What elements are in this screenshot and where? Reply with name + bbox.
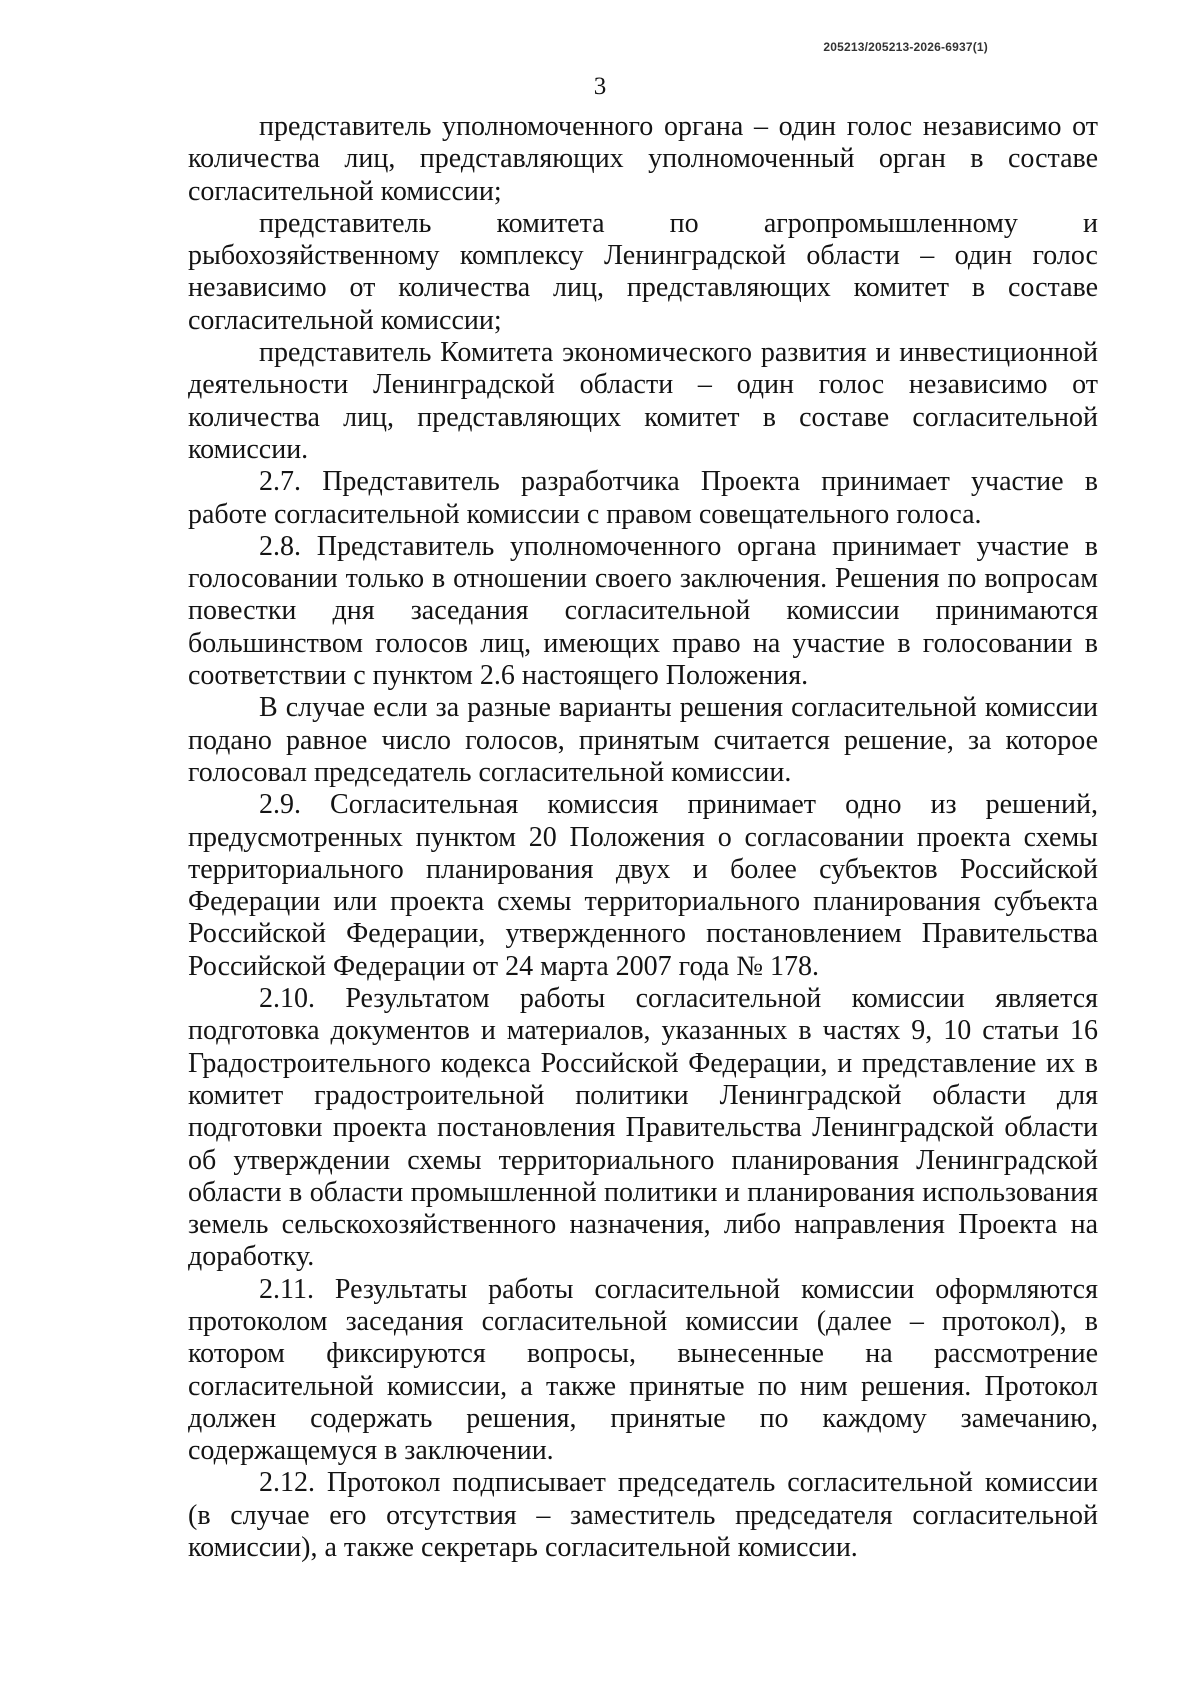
paragraph-2-9: 2.9. Согласительная комиссия принимает одно из решений, предусмотренных пунктом 20 Положения о согласовании проекта схемы территориального планирования двух и более субъектов Российской Федерации или проекта схемы территориального планирования субъекта Российской Федерации, утвержденного постановлением Правительства Российской Федерации от 24 марта 2007 года № 178. xyxy=(188,789,1098,982)
document-body xyxy=(188,111,1098,1564)
paragraph-2-8: 2.8. Представитель уполномоченного органа принимает участие в голосовании только в отношении своего заключения. Решения по вопросам повестки дня заседания согласительной комиссии принимаются большинством голосов лиц, имеющих право на участие в голосовании в соответствии с пунктом 2.6 настоящего Положения. xyxy=(188,530,1098,692)
paragraph-2-11: 2.11. Результаты работы согласительной комиссии оформляются протоколом заседания согласительной комиссии (далее – протокол), в котором фиксируются вопросы, вынесенные на рассмотрение согласительной комиссии, а также принятые по ним решения. Протокол должен содержать решения, принятые по каждому замечанию, содержащемуся в заключении. xyxy=(188,1273,1098,1467)
paragraph-agro-committee-vote: представитель комитета по агропромышленному и рыбохозяйственному комплексу Ленинградской области – один голос независимо от количества лиц, представляющих комитет в составе согласительной комиссии; xyxy=(188,207,1098,336)
paragraph-2-7: 2.7. Представитель разработчика Проекта принимает участие в работе согласительной комиссии с правом совещательного голоса. xyxy=(188,466,1098,530)
paragraph-authorized-body-vote: представитель уполномоченного органа – один голос независимо от количества лиц, представляющих уполномоченный орган в составе согласительной комиссии; xyxy=(188,111,1098,207)
paragraph-economic-committee-vote: представитель Комитета экономического развития и инвестиционной деятельности Ленинградской области – один голос независимо от количества лиц, представляющих комитет в составе согласительной комиссии. xyxy=(188,337,1098,465)
page-number: 3 xyxy=(593,73,607,100)
document-id: 205213/205213-2026-6937(1) xyxy=(823,40,988,54)
paragraph-tie-vote: В случае если за разные варианты решения согласительной комиссии подано равное число голосов, принятым считается решение, за которое голосовал председатель согласительной комиссии. xyxy=(188,692,1098,788)
paragraph-2-10: 2.10. Результатом работы согласительной комиссии является подготовка документов и материалов, указанных в частях 9, 10 статьи 16 Градостроительного кодекса Российской Федерации, и представление их в комитет градостроительной политики Ленинградской области для подготовки проекта постановления Правительства Ленинградской области об утверждении схемы территориального планирования Ленинградской области в области промышленной политики и планирования использования земель сельскохозяйственного назначения, либо направления Проекта на доработку. xyxy=(188,983,1098,1273)
paragraph-2-12: 2.12. Протокол подписывает председатель согласительной комиссии (в случае его отсутствия – заместитель председателя согласительной комиссии), а также секретарь согласительной комиссии. xyxy=(188,1467,1098,1564)
